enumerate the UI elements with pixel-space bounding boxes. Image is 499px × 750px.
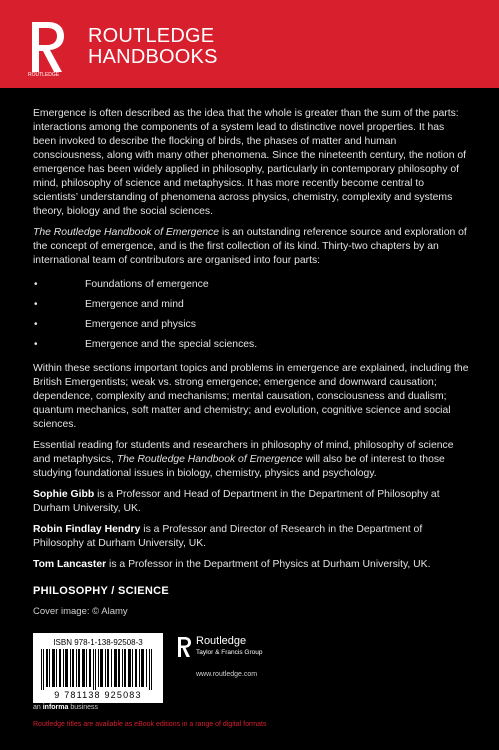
barcode: [33, 633, 163, 703]
blurb-paragraph-4: [33, 439, 469, 481]
barcode-bars-icon: [39, 649, 157, 690]
editor-bio-text: is a Professor in the Department of Physics at Durham University, UK.: [106, 559, 431, 570]
list-item-label: Emergence and the special sciences.: [85, 339, 258, 350]
list-item-label: Emergence and physics: [85, 319, 196, 330]
informa-prefix: an: [33, 704, 43, 711]
list-item: [33, 315, 469, 335]
list-item-label: Foundations of emergence: [85, 279, 209, 290]
svg-text:ROUTLEDGE: ROUTLEDGE: [28, 72, 60, 78]
routledge-publisher-logo-icon: [176, 635, 192, 659]
blurb-paragraph-2: [33, 226, 469, 268]
bullet-icon: •: [34, 299, 38, 310]
blurb-paragraph-4-end: will also be of interest to those studying foundational issues in biology, chemistry, physics and psychology.: [33, 454, 445, 479]
publisher-url: www.routledge.com: [196, 671, 258, 678]
editor-bio: [33, 558, 469, 572]
series-title: [88, 26, 218, 68]
publisher-name: Routledge: [196, 635, 247, 647]
blurb-paragraph-3: Within these sections important topics and problems in emergence are explained, including the British Emergentists; weak vs. strong emergence; emergence and downward causation; dependence, complexity and mechanisms; mental causation, consciousness and dualism; quantum mechanics, soft matter and chemistry; and evolution, cognitive science and social sciences.: [33, 363, 469, 430]
blurb-paragraph-1: Emergence is often described as the idea that the whole is greater than the sum of the parts: interactions among the components of a system lead to distinctive novel properties. It has been invoked to describe the flocking of birds, the phases of matter and human consciousness, along with many other phenomena. Since the nineteenth century, the notion of emergence has been widely applied in philosophy, particularly in contemporary philosophy of mind, philosophy of science and metaphysics. It has more recently become central to scientists’ understanding of phenomena across physics, chemistry, complexity and systems theory, biology and the social sciences.: [33, 108, 467, 217]
list-item: [33, 295, 469, 315]
list-item-label: Emergence and mind: [85, 299, 184, 310]
parts-list: [33, 275, 469, 355]
list-item: [33, 275, 469, 295]
bullet-icon: •: [34, 319, 38, 330]
bullet-icon: •: [34, 279, 38, 290]
editor-name: Sophie Gibb: [33, 489, 95, 500]
series-title-line1: ROUTLEDGE: [88, 25, 215, 47]
blurb-paragraph-2-text: is an outstanding reference source and exploration of the concept of emergence, and is the first collection of its kind. Thirty-two chapters by an international team of contributors are organised into four parts:: [33, 227, 467, 266]
series-banner: [0, 0, 499, 88]
blurb-paragraph-4-start: Essential reading for students and researchers in philosophy of mind, philosophy of science and metaphysics,: [33, 440, 454, 465]
informa-business: [33, 704, 98, 711]
editor-bio-text: is a Professor and Director of Research in the Department of Philosophy at Durham University, UK.: [33, 524, 423, 549]
list-item: [33, 335, 469, 355]
editor-name: Robin Findlay Hendry: [33, 524, 141, 535]
publisher-subtitle: Taylor & Francis Group: [196, 649, 263, 656]
book-title: The Routledge Handbook of Emergence: [33, 227, 219, 238]
book-title: The Routledge Handbook of Emergence: [116, 454, 303, 465]
informa-brand: informa: [42, 704, 69, 711]
editor-bio: [33, 523, 469, 551]
editor-name: Tom Lancaster: [33, 559, 107, 570]
isbn-label: ISBN 978-1-138-92508-3: [53, 638, 143, 647]
cover-credit: Cover image: © Alamy: [33, 606, 128, 617]
barcode-digits: 9 781138 925083: [54, 690, 142, 700]
informa-suffix: business: [68, 704, 98, 711]
bullet-icon: •: [34, 339, 38, 350]
series-title-line2: HANDBOOKS: [88, 46, 218, 68]
back-cover-blurb: [33, 107, 469, 579]
routledge-r-logo-icon: [26, 16, 68, 78]
subject-category: PHILOSOPHY / SCIENCE: [33, 585, 169, 597]
editor-bio-text: is a Professor and Head of Department in the Department of Philosophy at Durham University, UK.: [33, 489, 440, 514]
editor-bio: [33, 488, 469, 516]
ebook-note: Routledge titles are available as eBook editions in a range of digital formats: [33, 721, 267, 728]
